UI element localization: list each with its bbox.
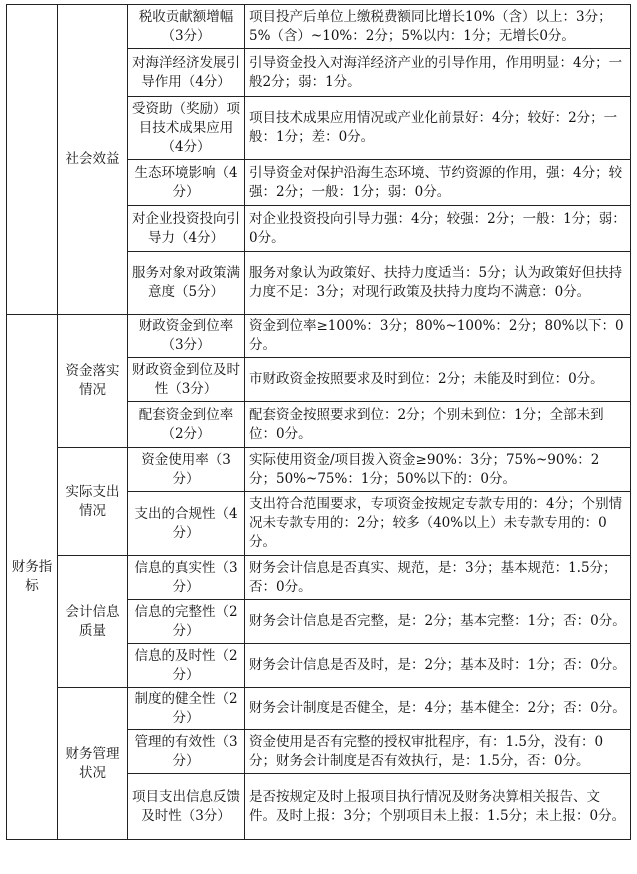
standard-cell: 服务对象认为政策好、扶持力度适当：5分；认为政策好但扶持力度不足：3分；对现行政策及扶持力度均不满意：0分。 — [245, 252, 631, 315]
item-cell: 信息的完整性（2分） — [128, 600, 245, 644]
group-cell-actual-spending: 实际支出情况 — [58, 448, 128, 556]
item-cell: 生态环境影响（4分） — [128, 160, 245, 206]
standard-cell: 市财政资金按照要求及时到位：2分；未能及时到位：0分。 — [245, 358, 631, 402]
standard-cell: 项目技术成果应用情况或产业化前景好：4分；较好：2分；一般：1分；差：0分。 — [245, 97, 631, 160]
item-cell: 管理的有效性（3分） — [128, 730, 245, 774]
item-cell: 财政资金到位率（3分） — [128, 315, 245, 358]
standard-cell: 资金使用是否有完整的授权审批程序，有：1.5分，没有：0分；财务会计制度是否有效执行，是：1.5分，否：0分。 — [245, 730, 631, 774]
item-cell: 信息的及时性（2分） — [128, 644, 245, 688]
standard-cell: 是否按规定及时上报项目执行情况及财务决算相关报告、文件。及时上报：3分；个别项目未上报：1.5分；未上报：0分。 — [245, 774, 631, 840]
standard-cell: 引导资金投入对海洋经济产业的引导作用，作用明显：4分；一般2分；弱：1分。 — [245, 49, 631, 97]
item-cell: 财政资金到位及时性（3分） — [128, 358, 245, 402]
standard-cell: 对企业投资投向引导力强：4分；较强：2分；一般：1分；弱：0分。 — [245, 206, 631, 252]
category-cell-financial-indicators: 财务指标 — [7, 315, 58, 840]
group-cell-accounting-quality: 会计信息质量 — [58, 556, 128, 688]
standard-cell: 财务会计信息是否真实、规范，是：3分；基本规范：1.5分；否：0分。 — [245, 556, 631, 600]
standard-cell: 引导资金对保护沿海生态环境、节约资源的作用，强：4分；较强：2分；一般：1分；弱：0分。 — [245, 160, 631, 206]
standard-cell: 支出符合范围要求，专项资金按规定专款专用的：4分；个别情况未专款专用的：2分；较多（40%以上）未专款专用的：0分。 — [245, 492, 631, 556]
item-cell: 支出的合规性（4分） — [128, 492, 245, 556]
table-row — [7, 688, 631, 730]
table-row — [7, 556, 631, 600]
standard-cell: 财务会计信息是否完整，是：2分；基本完整：1分；否：0分。 — [245, 600, 631, 644]
item-cell: 项目支出信息反馈及时性（3分） — [128, 774, 245, 840]
item-cell: 制度的健全性（2分） — [128, 688, 245, 730]
table-row — [7, 5, 631, 49]
standard-cell: 财务会计制度是否健全，是：4分；基本健全：2分；否：0分。 — [245, 688, 631, 730]
standard-cell: 资金到位率≥100%：3分；80%~100%：2分；80%以下：0分。 — [245, 315, 631, 358]
category-cell-blank — [7, 5, 58, 315]
item-cell: 对海洋经济发展引导作用（4分） — [128, 49, 245, 97]
standard-cell: 配套资金按照要求到位：2分；个别未到位：1分；全部未到位：0分。 — [245, 402, 631, 448]
table-row — [7, 315, 631, 358]
group-cell-fund-in-place: 资金落实情况 — [58, 315, 128, 448]
group-cell-social-benefit: 社会效益 — [58, 5, 128, 315]
standard-cell: 项目投产后单位上缴税费额同比增长10%（含）以上：3分；5%（含）~10%：2分；5%以内：1分；无增长0分。 — [245, 5, 631, 49]
standard-cell: 实际使用资金/项目拨入资金≥90%：3分；75%~90%：2分；50%~75%：1分；50%以下的：0分。 — [245, 448, 631, 492]
item-cell: 税收贡献额增幅（3分） — [128, 5, 245, 49]
evaluation-criteria-table — [6, 4, 631, 840]
item-cell: 对企业投资投向引导力（4分） — [128, 206, 245, 252]
item-cell: 受资助（奖励）项目技术成果应用（4分） — [128, 97, 245, 160]
group-cell-financial-management: 财务管理状况 — [58, 688, 128, 840]
table-row — [7, 448, 631, 492]
item-cell: 服务对象对政策满意度（5分） — [128, 252, 245, 315]
item-cell: 资金使用率（3分） — [128, 448, 245, 492]
item-cell: 信息的真实性（3分） — [128, 556, 245, 600]
standard-cell: 财务会计信息是否及时，是：2分；基本及时：1分；否：0分。 — [245, 644, 631, 688]
item-cell: 配套资金到位率（2分） — [128, 402, 245, 448]
